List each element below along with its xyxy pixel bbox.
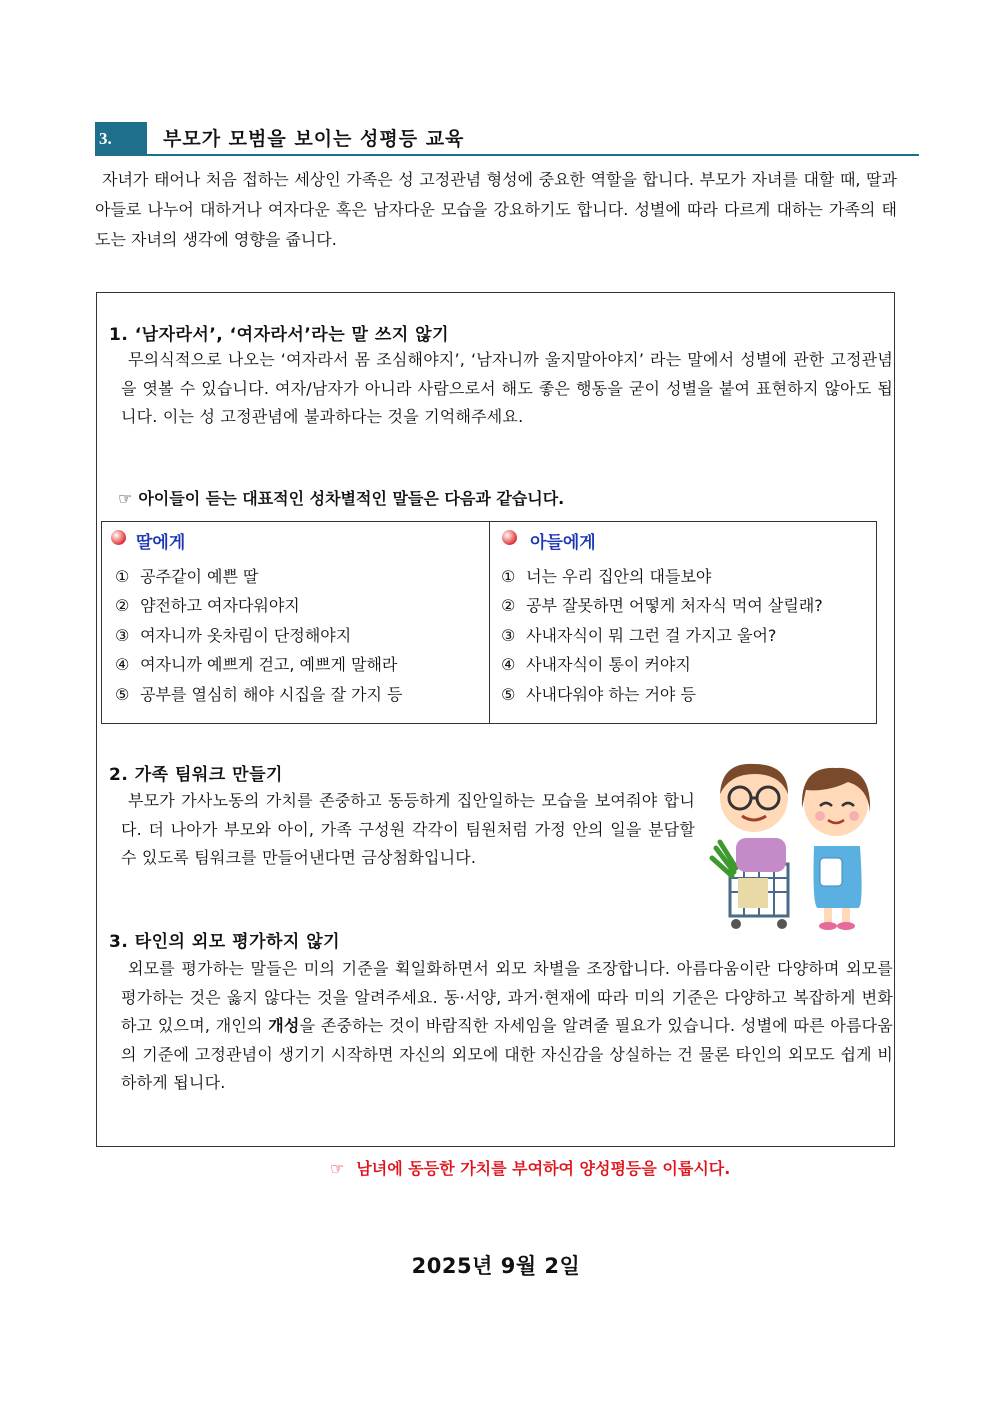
family-illustration <box>708 758 878 936</box>
item3-body: 외모를 평가하는 말들은 미의 기준을 획일화하면서 외모 차별을 조장합니다. 아름다움이란 다양하며 외모를 평가하는 것은 옳지 않다는 것을 알려주세요. 동·서양, 과거·현재에 따라 미의 기준은 다양하고 복잡하게 변화하고 있으며, 개인의 개성을 존중하는 것이 바람직한 자세임을 알려줄 필요가 있습니다. 성별에 따른 아름다움의 기준에 고정관념이 생기기 시작하면 자신의 외모에 대한 자신감을 상실하는 건 물론 타인의 외모도 쉽게 비하하게 됩니다. <box>121 959 893 1092</box>
red-ball-icon <box>502 530 517 545</box>
item2-body: 부모가 가사노동의 가치를 존중하고 동등하게 집안일하는 모습을 보여줘야 합니다. 더 나아가 부모와 아이, 가족 구성원 각각이 팀원처럼 가정 안의 일을 분담할 수 있도록 팀워크를 만들어낸다면 금상첨화입니다. <box>121 791 695 867</box>
table-lead-text: 아이들이 듣는 대표적인 성차별적인 말들은 다음과 같습니다. <box>138 489 565 508</box>
table-col-daughters <box>102 522 489 723</box>
section-header <box>95 122 919 156</box>
section-number: 3. <box>95 122 147 156</box>
list-item: ① 너는 우리 집안의 대들보야 <box>501 567 712 586</box>
list-item: ④ 사내자식이 통이 커야지 <box>501 655 691 675</box>
mother-figure-icon <box>802 768 870 930</box>
item2-heading: 2. 가족 팀워크 만들기 <box>109 765 283 785</box>
list-item: ① 공주같이 예쁜 딸 <box>115 567 259 586</box>
section-underline <box>95 154 919 156</box>
table-lead <box>118 486 564 509</box>
list-item: ② 공부 잘못하면 어떻게 처자식 먹여 살릴래? <box>501 596 823 616</box>
list-item: ② 얌전하고 여자다워야지 <box>115 596 300 616</box>
col-header-sons: 아들에게 <box>530 533 596 553</box>
pointing-hand-icon: ☞ <box>330 1159 345 1178</box>
list-item: ⑤ 사내다워야 하는 거야 등 <box>501 684 696 704</box>
list-item: ③ 여자니까 옷차림이 단정해야지 <box>115 625 352 645</box>
document-date: 2025년 9월 2일 <box>411 1254 581 1278</box>
list-item: ④ 여자니까 예쁘게 걷고, 예쁘게 말해라 <box>115 655 398 675</box>
list-item: ③ 사내자식이 뭐 그런 걸 가지고 울어? <box>501 625 777 645</box>
sons-list <box>501 562 823 709</box>
section-title: 부모가 모범을 보이는 성평등 교육 <box>163 128 465 150</box>
item1-heading: 1. ‘남자라서’, ‘여자라서’라는 말 쓰지 않기 <box>109 325 449 345</box>
list-item: ⑤ 공부를 열심히 해야 시집을 잘 가지 등 <box>115 684 403 704</box>
item1-body: 무의식적으로 나오는 ‘여자라서 몸 조심해야지’, ‘남자니까 울지말아야지’ 라는 말에서 성별에 관한 고정관념을 엿볼 수 있습니다. 여자/남자가 아니라 사람으로서 해도 좋은 행동을 굳이 성별을 붙여 표현하지 않아도 됩니다. 이는 성 고정관념에 불과하다는 것을 기억해주세요. <box>121 350 893 426</box>
intro-paragraph: 자녀가 태어나 처음 접하는 세상인 가족은 성 고정관념 형성에 중요한 역할을 합니다. 부모가 자녀를 대할 때, 딸과 아들로 나누어 대하거나 여자다운 혹은 남자다운 모습을 강요하기도 합니다. 성별에 따라 다르게 대하는 가족의 태도는 자녀의 생각에 영향을 줍니다. <box>95 170 897 249</box>
table-col-sons <box>490 522 876 723</box>
red-ball-icon <box>111 530 126 545</box>
footer-note <box>330 1156 730 1179</box>
daughters-list <box>115 562 402 709</box>
pointing-hand-icon: ☞ <box>118 489 133 508</box>
sexist-phrases-table <box>101 521 877 724</box>
footer-note-text: 남녀에 동등한 가치를 부여하여 양성평등을 이룹시다. <box>356 1159 731 1178</box>
item3-heading: 3. 타인의 외모 평가하지 않기 <box>109 932 341 952</box>
col-header-daughters: 딸에게 <box>136 533 186 553</box>
emphasis-individuality: 개성 <box>268 1016 300 1035</box>
